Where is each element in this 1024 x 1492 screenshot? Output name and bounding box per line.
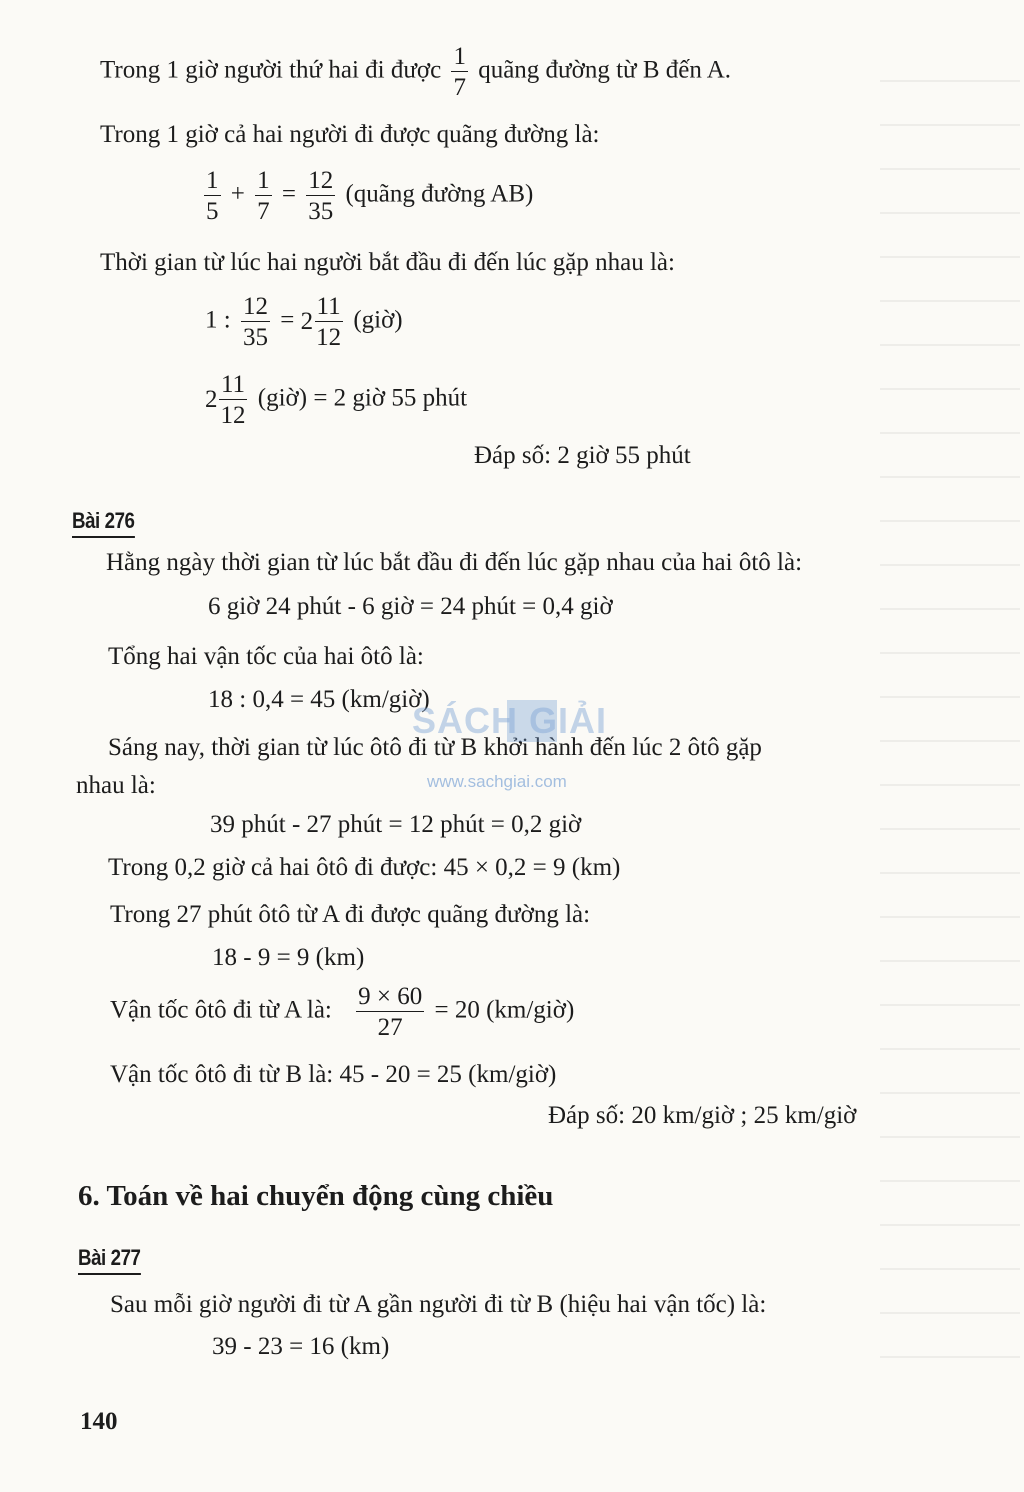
text-line: nhau là: [76,772,156,799]
math-line: 39 phút - 27 phút = 12 phút = 0,2 giờ [210,811,582,838]
math-line: Vận tốc ôtô đi từ A là: $\frac{9 \times 60}{27}$ = 20 (km/giờ) [110,983,575,1041]
text-line: Trong 1 giờ người thứ hai đi được $\frac{1}{7}$ quãng đường từ B đến A. [100,43,732,101]
text-line: Sau mỗi giờ người đi từ A gần người đi từ B (hiệu hai vận tốc) là: [110,1291,767,1318]
watermark-logo: SÁCH GIẢI [412,700,608,741]
math-line: $\frac{1}{5}$ + $\frac{1}{7}$ = $\frac{12}{35}$ (quãng đường AB) [206,167,534,225]
watermark-url: www.sachgiai.com [427,772,567,791]
text-line: Vận tốc ôtô đi từ B là: 45 - 20 = 25 (km/giờ) [110,1061,557,1088]
math-line: 6 giờ 24 phút - 6 giờ = 24 phút = 0,4 giờ [208,593,613,620]
text-line: Thời gian từ lúc hai người bắt đầu đi đến lúc gặp nhau là: [100,249,675,276]
answer-line: Đáp số: 2 giờ 55 phút [474,442,691,469]
exercise-heading: Bài 276 [72,508,135,538]
text-line: Tổng hai vận tốc của hai ôtô là: [108,643,424,670]
bleed-through-texture [880,80,1020,1380]
math-line: 2 $\frac{11}{12}$ (giờ) = 2 giờ 55 phút [205,371,468,429]
section-heading: 6. Toán về hai chuyển động cùng chiều [78,1180,554,1212]
math-line: 1 : $\frac{12}{35}$ = 2 $\frac{11}{12}$ (giờ) [205,293,403,351]
text-line: Trong 27 phút ôtô từ A đi được quãng đường là: [110,901,591,928]
text-line: Sáng nay, thời gian từ lúc ôtô đi từ B khởi hành đến lúc 2 ôtô gặp [108,734,762,761]
watermark [412,700,622,795]
text-line: Trong 0,2 giờ cả hai ôtô đi được: 45 × 0,2 = 9 (km) [108,854,621,881]
page-number: 140 [80,1408,118,1435]
text-line: Trong 1 giờ cả hai người đi được quãng đường là: [100,121,600,148]
fraction: $\frac{1}{7}$ [453,43,466,101]
math-line: 18 : 0,4 = 45 (km/giờ) [208,686,430,713]
exercise-heading: Bài 277 [78,1245,141,1275]
math-line: 18 - 9 = 9 (km) [212,944,365,971]
answer-line: Đáp số: 20 km/giờ ; 25 km/giờ [548,1102,857,1129]
math-line: 39 - 23 = 16 (km) [212,1333,390,1360]
text-line: Hằng ngày thời gian từ lúc bắt đầu đi đến lúc gặp nhau của hai ôtô là: [106,549,803,576]
